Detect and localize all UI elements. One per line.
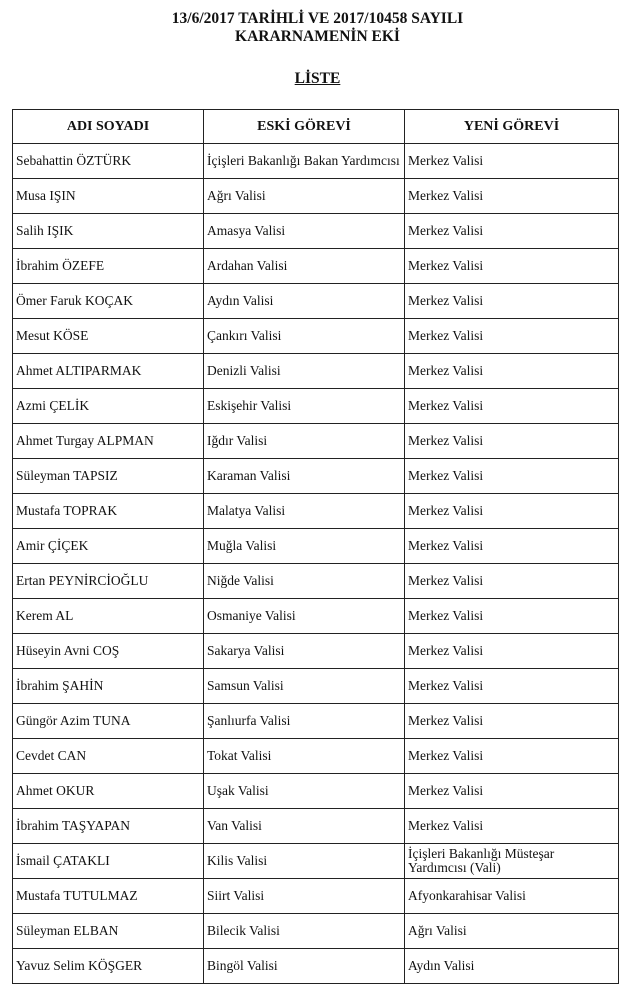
cell-old-position: Iğdır Valisi [204, 424, 405, 459]
cell-new-position: Merkez Valisi [405, 809, 619, 844]
cell-old-position: Denizli Valisi [204, 354, 405, 389]
list-title: LİSTE [294, 70, 341, 87]
cell-old-position: Tokat Valisi [204, 739, 405, 774]
table-row [13, 774, 619, 809]
table-row [13, 529, 619, 564]
cell-old-position: Ardahan Valisi [204, 249, 405, 284]
cell-name: Ahmet Turgay ALPMAN [13, 424, 204, 459]
cell-new-position: Merkez Valisi [405, 144, 619, 179]
cell-new-position: Merkez Valisi [405, 459, 619, 494]
cell-name: Musa IŞIN [13, 179, 204, 214]
cell-new-position: Merkez Valisi [405, 354, 619, 389]
table-row [13, 354, 619, 389]
column-header-new-position: YENİ GÖREVİ [405, 110, 619, 144]
cell-new-position: Merkez Valisi [405, 319, 619, 354]
table-row [13, 144, 619, 179]
document-title-line-1: 13/6/2017 TARİHLİ VE 2017/10458 SAYILI [171, 10, 464, 27]
table-header-row [13, 110, 619, 144]
cell-old-position: Eskişehir Valisi [204, 389, 405, 424]
cell-name: Amir ÇİÇEK [13, 529, 204, 564]
cell-name: Azmi ÇELİK [13, 389, 204, 424]
cell-name: Cevdet CAN [13, 739, 204, 774]
cell-name: Ahmet OKUR [13, 774, 204, 809]
cell-name: Süleyman TAPSIZ [13, 459, 204, 494]
cell-new-position: Aydın Valisi [405, 949, 619, 984]
table-row [13, 564, 619, 599]
table-row [13, 214, 619, 249]
cell-new-position: Merkez Valisi [405, 529, 619, 564]
cell-new-position: Merkez Valisi [405, 634, 619, 669]
table-row [13, 704, 619, 739]
cell-old-position: Uşak Valisi [204, 774, 405, 809]
column-header-old-position: ESKİ GÖREVİ [204, 110, 405, 144]
table-row [13, 284, 619, 319]
cell-name: Mustafa TOPRAK [13, 494, 204, 529]
cell-old-position: Karaman Valisi [204, 459, 405, 494]
cell-name: Mesut KÖSE [13, 319, 204, 354]
cell-new-position: Merkez Valisi [405, 774, 619, 809]
cell-name: Ahmet ALTIPARMAK [13, 354, 204, 389]
cell-new-position: Ağrı Valisi [405, 914, 619, 949]
table-row [13, 389, 619, 424]
cell-new-position: Merkez Valisi [405, 564, 619, 599]
table-row [13, 424, 619, 459]
cell-new-position: Merkez Valisi [405, 424, 619, 459]
cell-old-position: Amasya Valisi [204, 214, 405, 249]
cell-new-position: Merkez Valisi [405, 494, 619, 529]
cell-name: Salih IŞIK [13, 214, 204, 249]
cell-new-position: İçişleri Bakanlığı Müsteşar Yardımcısı (Vali) [405, 844, 619, 879]
column-header-name: ADI SOYADI [13, 110, 204, 144]
table-row [13, 669, 619, 704]
cell-new-position: Merkez Valisi [405, 669, 619, 704]
cell-name: İbrahim TAŞYAPAN [13, 809, 204, 844]
cell-old-position: Bilecik Valisi [204, 914, 405, 949]
table-row [13, 179, 619, 214]
table-row [13, 739, 619, 774]
cell-new-position: Merkez Valisi [405, 739, 619, 774]
cell-old-position: Siirt Valisi [204, 879, 405, 914]
table-row [13, 249, 619, 284]
table-row [13, 844, 619, 879]
cell-old-position: Bingöl Valisi [204, 949, 405, 984]
cell-old-position: Çankırı Valisi [204, 319, 405, 354]
cell-name: İbrahim ÖZEFE [13, 249, 204, 284]
table-row [13, 494, 619, 529]
document-title-line-2: KARARNAMENİN EKİ [235, 28, 400, 45]
cell-old-position: İçişleri Bakanlığı Bakan Yardımcısı [204, 144, 405, 179]
cell-old-position: Şanlıurfa Valisi [204, 704, 405, 739]
appointment-table [12, 109, 619, 984]
cell-new-position: Merkez Valisi [405, 389, 619, 424]
table-row [13, 879, 619, 914]
cell-new-position: Merkez Valisi [405, 249, 619, 284]
cell-name: Yavuz Selim KÖŞGER [13, 949, 204, 984]
table-row [13, 914, 619, 949]
cell-name: Mustafa TUTULMAZ [13, 879, 204, 914]
cell-name: Sebahattin ÖZTÜRK [13, 144, 204, 179]
cell-old-position: Samsun Valisi [204, 669, 405, 704]
cell-name: Süleyman ELBAN [13, 914, 204, 949]
cell-old-position: Malatya Valisi [204, 494, 405, 529]
cell-old-position: Kilis Valisi [204, 844, 405, 879]
cell-name: Kerem AL [13, 599, 204, 634]
table-row [13, 949, 619, 984]
table-row [13, 319, 619, 354]
cell-old-position: Osmaniye Valisi [204, 599, 405, 634]
table-row [13, 634, 619, 669]
cell-old-position: Sakarya Valisi [204, 634, 405, 669]
cell-new-position: Merkez Valisi [405, 284, 619, 319]
table-row [13, 599, 619, 634]
cell-new-position: Merkez Valisi [405, 704, 619, 739]
cell-new-position: Merkez Valisi [405, 179, 619, 214]
cell-old-position: Niğde Valisi [204, 564, 405, 599]
table-row [13, 459, 619, 494]
cell-old-position: Muğla Valisi [204, 529, 405, 564]
cell-new-position: Afyonkarahisar Valisi [405, 879, 619, 914]
cell-old-position: Aydın Valisi [204, 284, 405, 319]
table-row [13, 809, 619, 844]
cell-name: Hüseyin Avni COŞ [13, 634, 204, 669]
cell-old-position: Ağrı Valisi [204, 179, 405, 214]
cell-old-position: Van Valisi [204, 809, 405, 844]
cell-new-position: Merkez Valisi [405, 214, 619, 249]
cell-name: Güngör Azim TUNA [13, 704, 204, 739]
cell-name: İsmail ÇATAKLI [13, 844, 204, 879]
cell-name: İbrahim ŞAHİN [13, 669, 204, 704]
cell-name: Ertan PEYNİRCİOĞLU [13, 564, 204, 599]
cell-name: Ömer Faruk KOÇAK [13, 284, 204, 319]
cell-new-position: Merkez Valisi [405, 599, 619, 634]
